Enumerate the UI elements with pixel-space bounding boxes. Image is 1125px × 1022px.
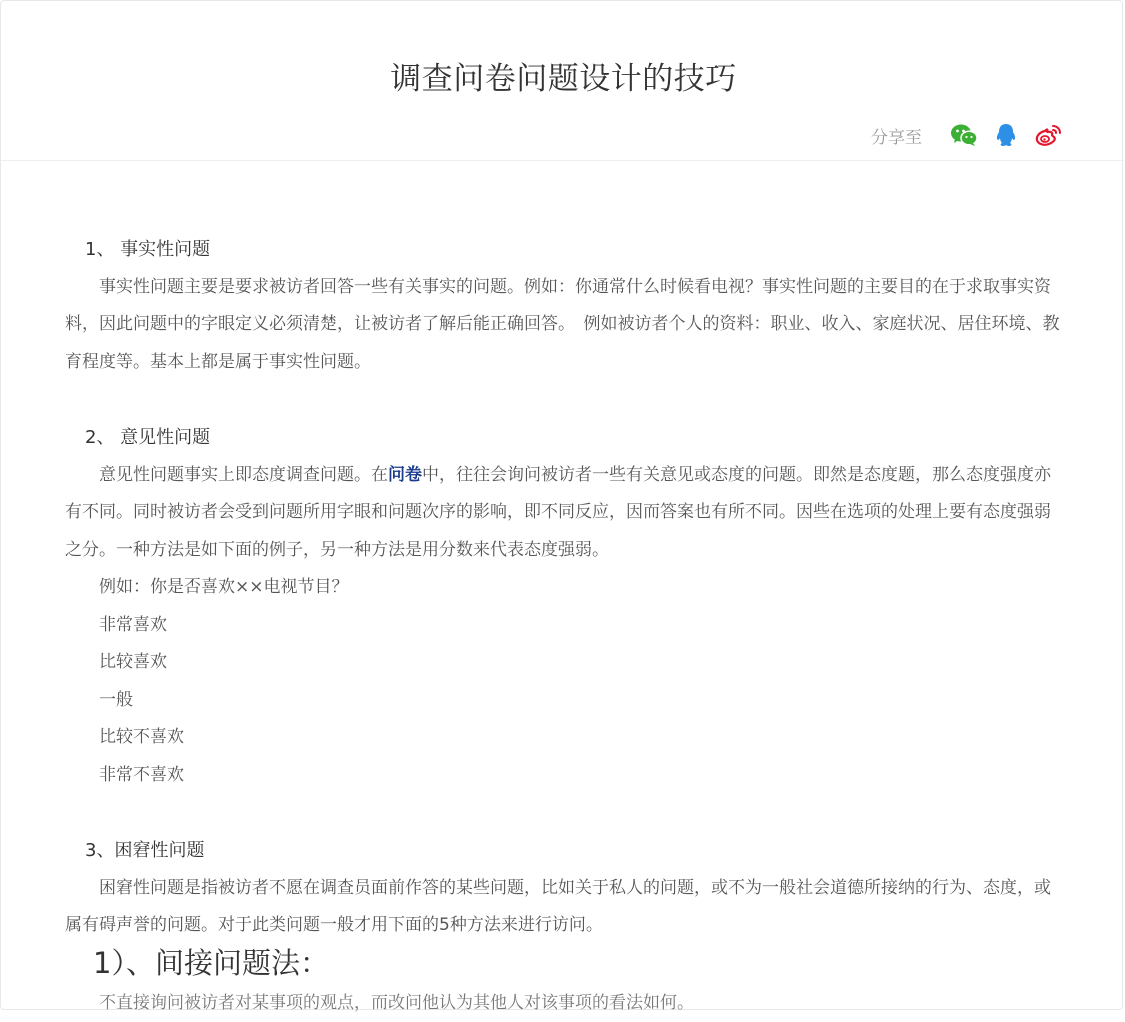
answer-option: 比较不喜欢 [65,719,1063,757]
share-bar [871,122,1062,148]
answer-option: 比较喜欢 [65,644,1063,682]
section-heading-3: 3、困窘性问题 [65,832,1063,870]
section-paragraph: 困窘性问题是指被访者不愿在调查员面前作答的某些问题，比如关于私人的问题，或不为一般社会道德所接纳的行为、态度，或属有碍声誉的问题。对于此类问题一般才用下面的5种方法来进行访问。 [65,870,1063,945]
subheading: 1）、间接问题法： [65,941,1063,985]
section-paragraph [65,457,1063,570]
answer-option: 非常不喜欢 [65,757,1063,795]
section-heading-1: 1、 事实性问题 [65,231,1063,269]
answer-option: 非常喜欢 [65,607,1063,645]
article-header [1,1,1124,161]
keyword-link[interactable]: 问卷 [388,465,422,485]
section-heading-2: 2、 意见性问题 [65,419,1063,457]
weibo-icon[interactable] [1034,122,1062,148]
page-title: 调查问卷问题设计的技巧 [1,53,1125,98]
section-paragraph: 不直接询问被访者对某事项的观点，而改问他认为其他人对该事项的看法如何。 [65,985,1063,1022]
article-body [65,231,1063,1022]
answer-option: 一般 [65,682,1063,720]
paragraph-text: 中，往往会询问被访者一些有关意见或态度的问题。即然是态度题，那么态度强度亦有不同。同时被访者会受到问题所用字眼和问题次序的影响，即不同反应，因而答案也有所不同。因些在选项的处理上要有态度强弱之分。一种方法是如下面的例子，另一种方法是用分数来代表态度强弱。 [65,465,1051,560]
example-question: 例如：你是否喜欢××电视节目？ [65,569,1063,607]
section-paragraph: 事实性问题主要是要求被访者回答一些有关事实的问题。例如：你通常什么时候看电视？事实性问题的主要目的在于求取事实资料，因此问题中的字眼定义必须清楚，让被访者了解后能正确回答。 例如被访者个人的资料：职业、收入、家庭状况、居住环境、教育程度等。基本上都是属于事实性问题。 [65,269,1063,382]
qq-icon[interactable] [992,122,1020,148]
paragraph-text: 意见性问题事实上即态度调查问题。在 [99,465,388,485]
wechat-icon[interactable] [950,122,978,148]
share-label: 分享至 [871,123,922,148]
